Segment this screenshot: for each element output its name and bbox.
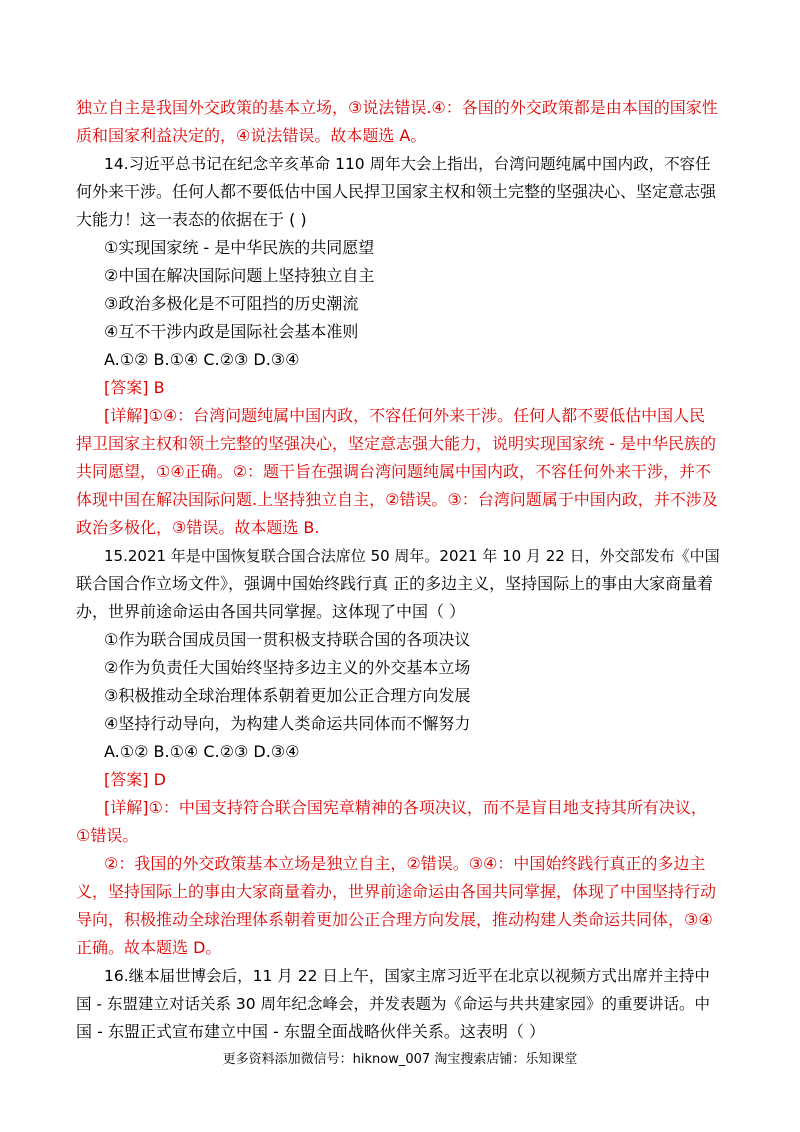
- question-16-stem: 16.继本届世博会后，11 月 22 日上午，国家主席习近平在北京以视频方式出席并主持中: [104, 967, 710, 985]
- question-14-option: ③政治多极化是不可阻挡的历史潮流: [104, 294, 359, 313]
- question-15-stem: 15.2021 年是中国恢复联合国合法席位 50 周年。2021 年 10 月 22 日，外交部发布《中国: [104, 547, 720, 565]
- question-15-option: ④坚持行动导向，为构建人类命运共同体而不懈努力: [104, 714, 471, 733]
- question-14-option: ②中国在解决国际问题上坚持独立自主: [104, 266, 375, 285]
- question-14-option: ①实现国家统 - 是中华民族的共同愿望: [104, 238, 375, 257]
- explanation-line: 独立自主是我国外交政策的基本立场，③说法错误.④：各国的外交政策都是由本国的国家性: [76, 98, 718, 117]
- question-14-stem: 大能力！这一表态的依据在于 ( ): [76, 210, 307, 229]
- question-15-stem: 联合国合作立场文件》，强调中国始终践行真 正的多边主义，坚持国际上的事由大家商量着: [76, 574, 714, 593]
- question-14-option: ④互不干涉内政是国际社会基本准则: [104, 322, 359, 341]
- question-14-explanation: [详解]①④：台湾问题纯属中国内政，不容任何外来干涉。任何人都不要低估中国人民: [104, 406, 706, 425]
- question-14-stem: 何外来干涉。任何人都不要低估中国人民捍卫国家主权和领土完整的坚强决心、坚定意志强: [76, 182, 717, 201]
- page-footer: 更多资料添加微信号：hiknow_007 淘宝搜索店铺：乐知课堂: [222, 1052, 578, 1067]
- question-15-stem: 办，世界前途命运由各国共同掌握。这体现了中国（ ）: [76, 602, 466, 621]
- question-14-stem: 14.习近平总书记在纪念辛亥革命 110 周年大会上指出，台湾问题纯属中国内政，不容任: [104, 155, 711, 173]
- question-14-choices: A.①② B.①④ C.②③ D.③④: [104, 350, 300, 369]
- question-14-answer: [答案] B: [104, 378, 165, 397]
- question-15-explanation: 正确。故本题选 D。: [76, 938, 222, 957]
- question-15-option: ①作为联合国成员国一贯积极支持联合国的各项决议: [104, 630, 471, 649]
- question-14-explanation: 政治多极化，③错误。故本题选 B.: [76, 518, 320, 537]
- question-15-option: ②作为负责任大国始终坚持多边主义的外交基本立场: [104, 658, 471, 677]
- question-15-choices: A.①② B.①④ C.②③ D.③④: [104, 742, 300, 761]
- explanation-line: 质和国家利益决定的，④说法错误。故本题选 A。: [76, 126, 427, 145]
- question-14-explanation: 捍卫国家主权和领土完整的坚强决心，坚定意志强大能力，说明实现国家统 - 是中华民族的: [76, 434, 716, 453]
- question-15-answer: [答案] D: [104, 770, 166, 789]
- question-15-explanation: [详解]①：中国支持符合联合国宪章精神的各项决议，而不是盲目地支持其所有决议，: [104, 798, 707, 817]
- question-16-stem: 国 - 东盟建立对话关系 30 周年纪念峰会，并发表题为《命运与共共建家园》的重要讲话。中: [76, 995, 711, 1013]
- question-14-explanation: 体现中国在解决国际问题.上坚持独立自主，②错误。③：台湾问题属于中国内政，并不涉及: [76, 490, 718, 509]
- question-15-explanation: 导向，积极推动全球治理体系朝着更加公正合理方向发展，推动构建人类命运共同体，③④: [76, 910, 713, 929]
- question-15-explanation: ②：我国的外交政策基本立场是独立自主，②错误。③④：中国始终践行真正的多边主: [104, 854, 706, 873]
- question-15-explanation: ①错误。: [76, 826, 139, 845]
- question-16-stem: 国 - 东盟正式宣布建立中国 - 东盟全面战略伙伴关系。这表明（ ）: [76, 1022, 545, 1041]
- question-14-explanation: 共同愿望，①④正确。②：题干旨在强调台湾问题纯属中国内政，不容任何外来干涉，并不: [76, 462, 712, 481]
- question-15-option: ③积极推动全球治理体系朝着更加公正合理方向发展: [104, 686, 471, 705]
- question-15-explanation: 义，坚持国际上的事由大家商量着办，世界前途命运由各国共同掌握，体现了中国坚持行动: [76, 882, 717, 901]
